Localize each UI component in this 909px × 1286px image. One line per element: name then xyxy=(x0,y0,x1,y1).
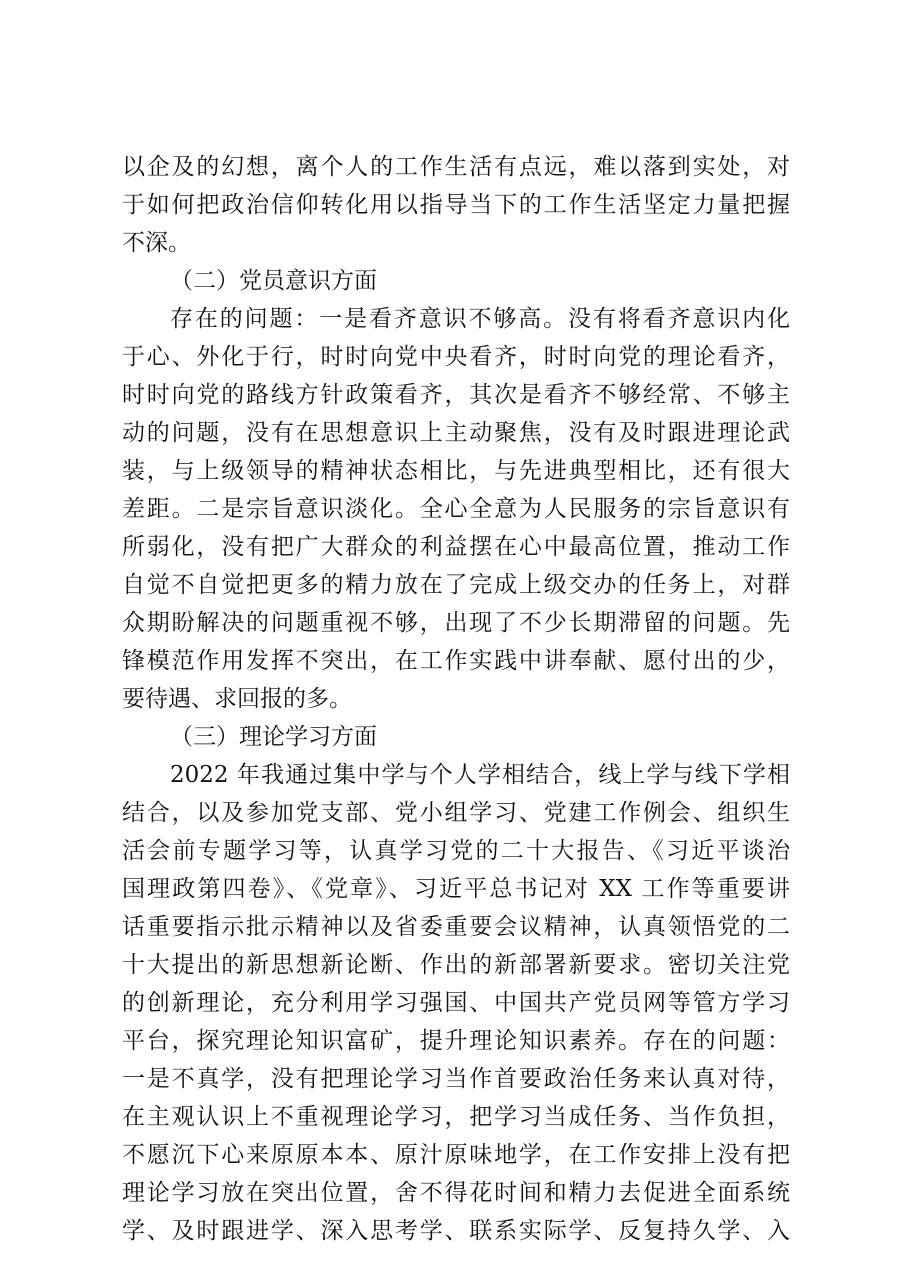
text-line: 不愿沉下心来原原本本、原汁原味地学，在工作安排上没有把 xyxy=(122,1142,790,1168)
text-line: 不深。 xyxy=(122,230,191,256)
text-line: 锋模范作用发挥不突出，在工作实践中讲奉献、愿付出的少， xyxy=(122,648,790,674)
text-line: 差距。二是宗旨意识淡化。全心全意为人民服务的宗旨意识有 xyxy=(122,496,790,522)
text-line: 的创新理论，充分利用学习强国、中国共产党员网等管方学习 xyxy=(122,990,790,1016)
text-line: 装，与上级领导的精神状态相比，与先进典型相比，还有很大 xyxy=(122,458,790,484)
text-line: 时时向党的路线方针政策看齐，其次是看齐不够经常、不够主 xyxy=(122,382,790,408)
section-heading-party-awareness: （二）党员意识方面 xyxy=(170,268,377,294)
text-line: 一是不真学，没有把理论学习当作首要政治任务来认真对待， xyxy=(122,1066,790,1092)
text-line: 话重要指示批示精神以及省委重要会议精神，认真领悟党的二 xyxy=(122,914,790,940)
text-line: 要待遇、求回报的多。 xyxy=(122,686,352,712)
text-line: 学、及时跟进学、深入思考学、联系实际学、反复持久学、入 xyxy=(122,1218,790,1244)
text-line: 平台，探究理论知识富矿，提升理论知识素养。存在的问题： xyxy=(122,1028,790,1054)
text-line: 于如何把政治信仰转化用以指导当下的工作生活坚定力量把握 xyxy=(122,192,790,218)
text-line: 存在的问题：一是看齐意识不够高。没有将看齐意识内化 xyxy=(170,306,790,332)
text-line: 自觉不自觉把更多的精力放在了完成上级交办的任务上，对群 xyxy=(122,572,790,598)
text-line: 十大提出的新思想新论断、作出的新部署新要求。密切关注党 xyxy=(122,952,790,978)
text-line: 2022 年我通过集中学与个人学相结合，线上学与线下学相 xyxy=(170,762,790,788)
text-line: 活会前专题学习等，认真学习党的二十大报告、《习近平谈治 xyxy=(122,838,790,864)
section-heading-theory-study: （三）理论学习方面 xyxy=(170,724,377,750)
text-line: 结合，以及参加党支部、党小组学习、党建工作例会、组织生 xyxy=(122,800,790,826)
text-line: 以企及的幻想，离个人的工作生活有点远，难以落到实处，对 xyxy=(122,154,790,180)
text-line: 众期盼解决的问题重视不够，出现了不少长期滞留的问题。先 xyxy=(122,610,790,636)
text-line: 理论学习放在突出位置，舍不得花时间和精力去促进全面系统 xyxy=(122,1180,790,1206)
text-line: 所弱化，没有把广大群众的利益摆在心中最高位置，推动工作 xyxy=(122,534,790,560)
text-line: 国理政第四卷》、《党章》、习近平总书记对 XX 工作等重要讲 xyxy=(122,876,790,902)
text-line: 于心、外化于行，时时向党中央看齐，时时向党的理论看齐， xyxy=(122,344,790,370)
text-line: 在主观认识上不重视理论学习，把学习当成任务、当作负担， xyxy=(122,1104,790,1130)
text-line: 动的问题，没有在思想意识上主动聚焦，没有及时跟进理论武 xyxy=(122,420,790,446)
